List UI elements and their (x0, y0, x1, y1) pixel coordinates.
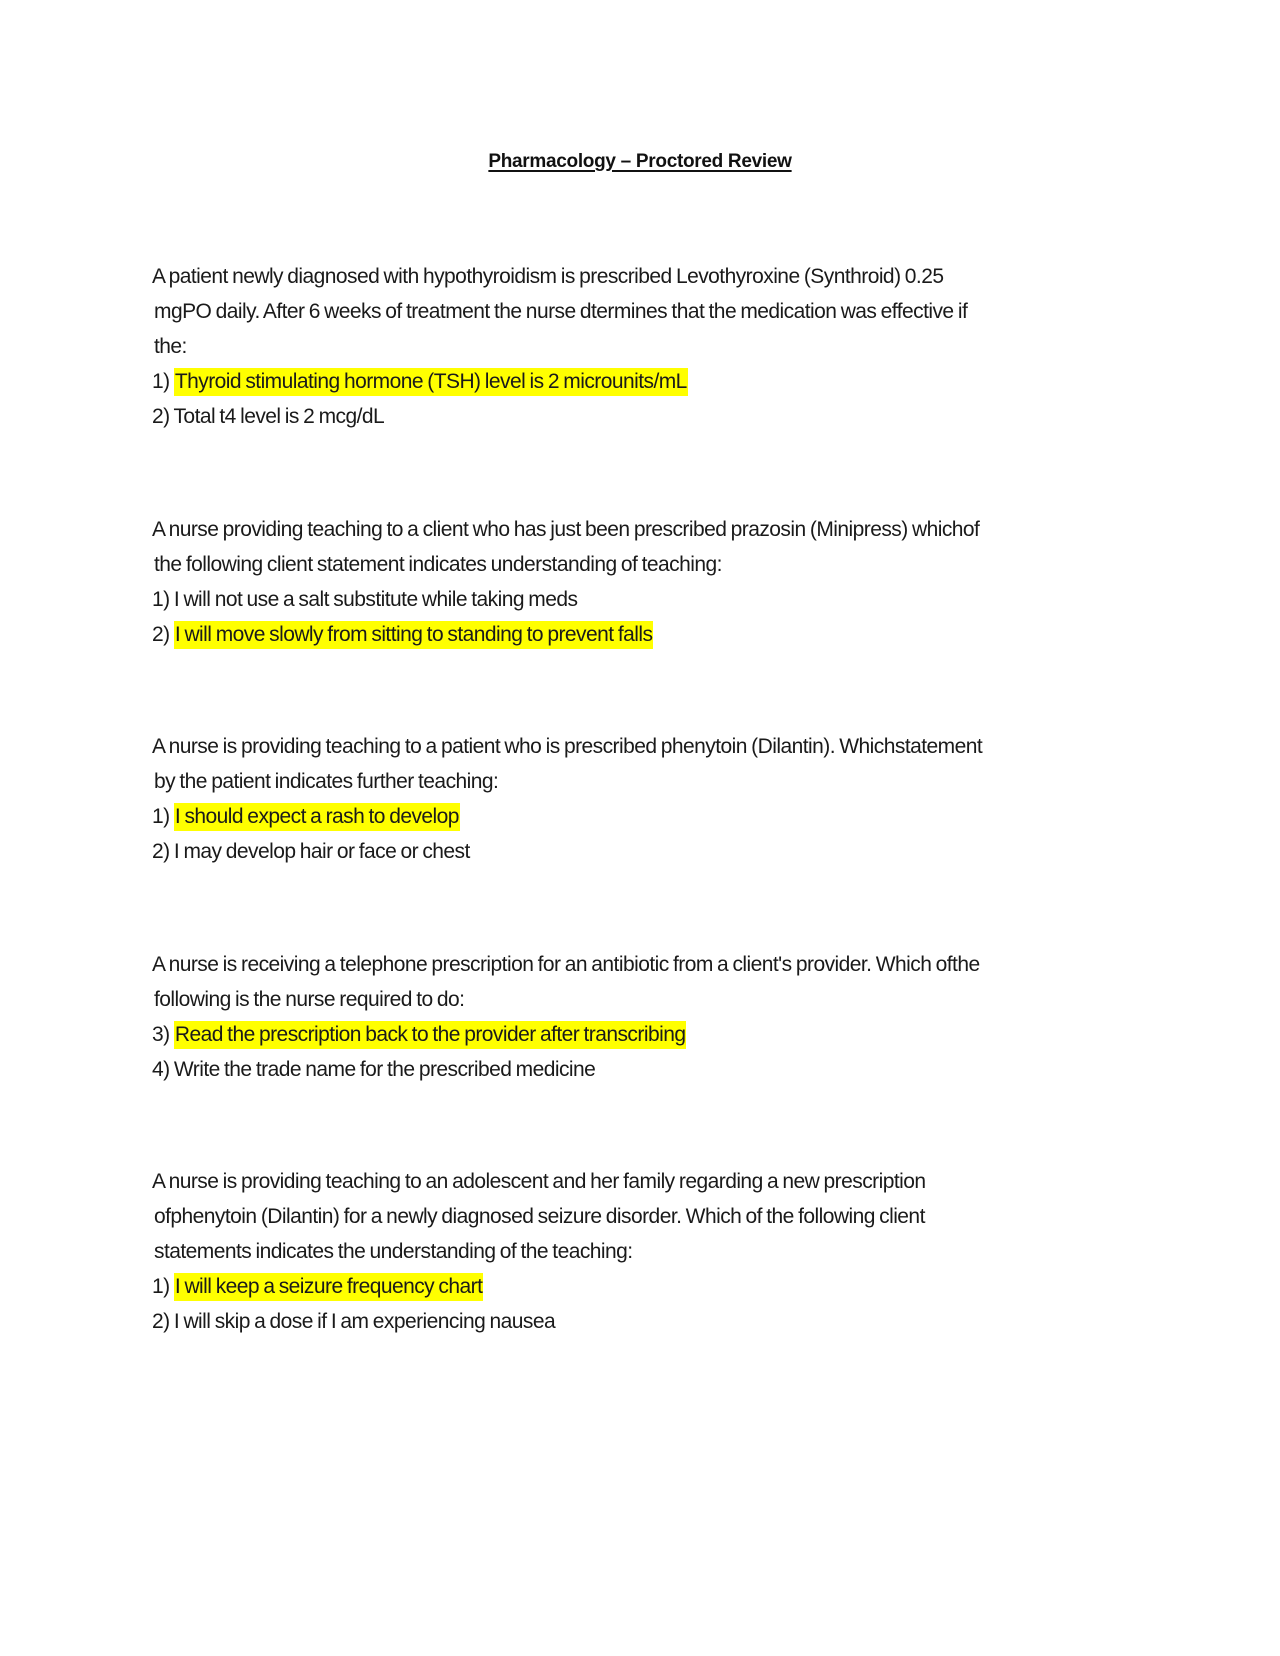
question-stem (152, 947, 1132, 1017)
option-number: 1) (152, 588, 170, 611)
stem-line: the: (154, 335, 187, 358)
option-number: 1) (152, 370, 170, 393)
question-4 (152, 947, 1132, 1087)
question-stem (152, 729, 1132, 799)
stem-line: statements indicates the understanding of the teaching: (154, 1240, 633, 1263)
option-number: 2) (152, 1310, 170, 1333)
document-title (0, 150, 1280, 174)
question-stem (152, 259, 1132, 364)
document-title-text: Pharmacology – Proctored Review (488, 151, 792, 172)
answer-option (152, 834, 1132, 869)
answer-option (152, 799, 1132, 834)
stem-line: following is the nurse required to do: (154, 988, 465, 1011)
option-text-highlighted: I should expect a rash to develop (174, 803, 460, 831)
stem-line: A nurse is providing teaching to an adolescent and her family regarding a new prescription (152, 1170, 926, 1193)
question-5 (152, 1164, 1132, 1339)
answer-option (152, 1304, 1132, 1339)
option-text: I will not use a salt substitute while taking meds (173, 588, 578, 611)
stem-line: by the patient indicates further teaching: (154, 770, 499, 793)
option-text-highlighted: I will keep a seizure frequency chart (174, 1273, 483, 1301)
option-text: I will skip a dose if I am experiencing nausea (173, 1310, 556, 1333)
question-3 (152, 729, 1132, 869)
answer-option (152, 1052, 1132, 1087)
answer-option (152, 364, 1132, 399)
option-number: 1) (152, 805, 170, 828)
option-text-highlighted: Read the prescription back to the provider after transcribing (174, 1021, 687, 1049)
option-number: 2) (152, 405, 170, 428)
stem-line: the following client statement indicates understanding of teaching: (154, 553, 722, 576)
stem-line: A patient newly diagnosed with hypothyroidism is prescribed Levothyroxine (Synthroid) 0.25 (152, 265, 944, 288)
answer-option (152, 582, 1132, 617)
question-stem (152, 512, 1132, 582)
question-1 (152, 259, 1132, 434)
option-text: Write the trade name for the prescribed medicine (173, 1058, 596, 1081)
option-number: 3) (152, 1023, 170, 1046)
option-text: I may develop hair or face or chest (173, 840, 470, 863)
stem-line: A nurse providing teaching to a client who has just been prescribed prazosin (Minipress) whichof (152, 518, 980, 541)
answer-option (152, 1269, 1132, 1304)
option-number: 2) (152, 840, 170, 863)
stem-line: mgPO daily. After 6 weeks of treatment the nurse dtermines that the medication was effective if (154, 300, 968, 323)
option-text-highlighted: I will move slowly from sitting to standing to prevent falls (174, 621, 654, 649)
option-number: 2) (152, 623, 170, 646)
option-number: 1) (152, 1275, 170, 1298)
option-number: 4) (152, 1058, 170, 1081)
answer-option (152, 399, 1132, 434)
option-text-highlighted: Thyroid stimulating hormone (TSH) level is 2 microunits/mL (174, 368, 688, 396)
question-stem (152, 1164, 1132, 1269)
stem-line: ofphenytoin (Dilantin) for a newly diagnosed seizure disorder. Which of the following client (154, 1205, 925, 1228)
answer-option (152, 617, 1132, 652)
answer-option (152, 1017, 1132, 1052)
stem-line: A nurse is providing teaching to a patient who is prescribed phenytoin (Dilantin). Whichstatement (152, 735, 983, 758)
question-2 (152, 512, 1132, 652)
stem-line: A nurse is receiving a telephone prescription for an antibiotic from a client's provider. Which ofthe (152, 953, 980, 976)
option-text: Total t4 level is 2 mcg/dL (173, 405, 385, 428)
